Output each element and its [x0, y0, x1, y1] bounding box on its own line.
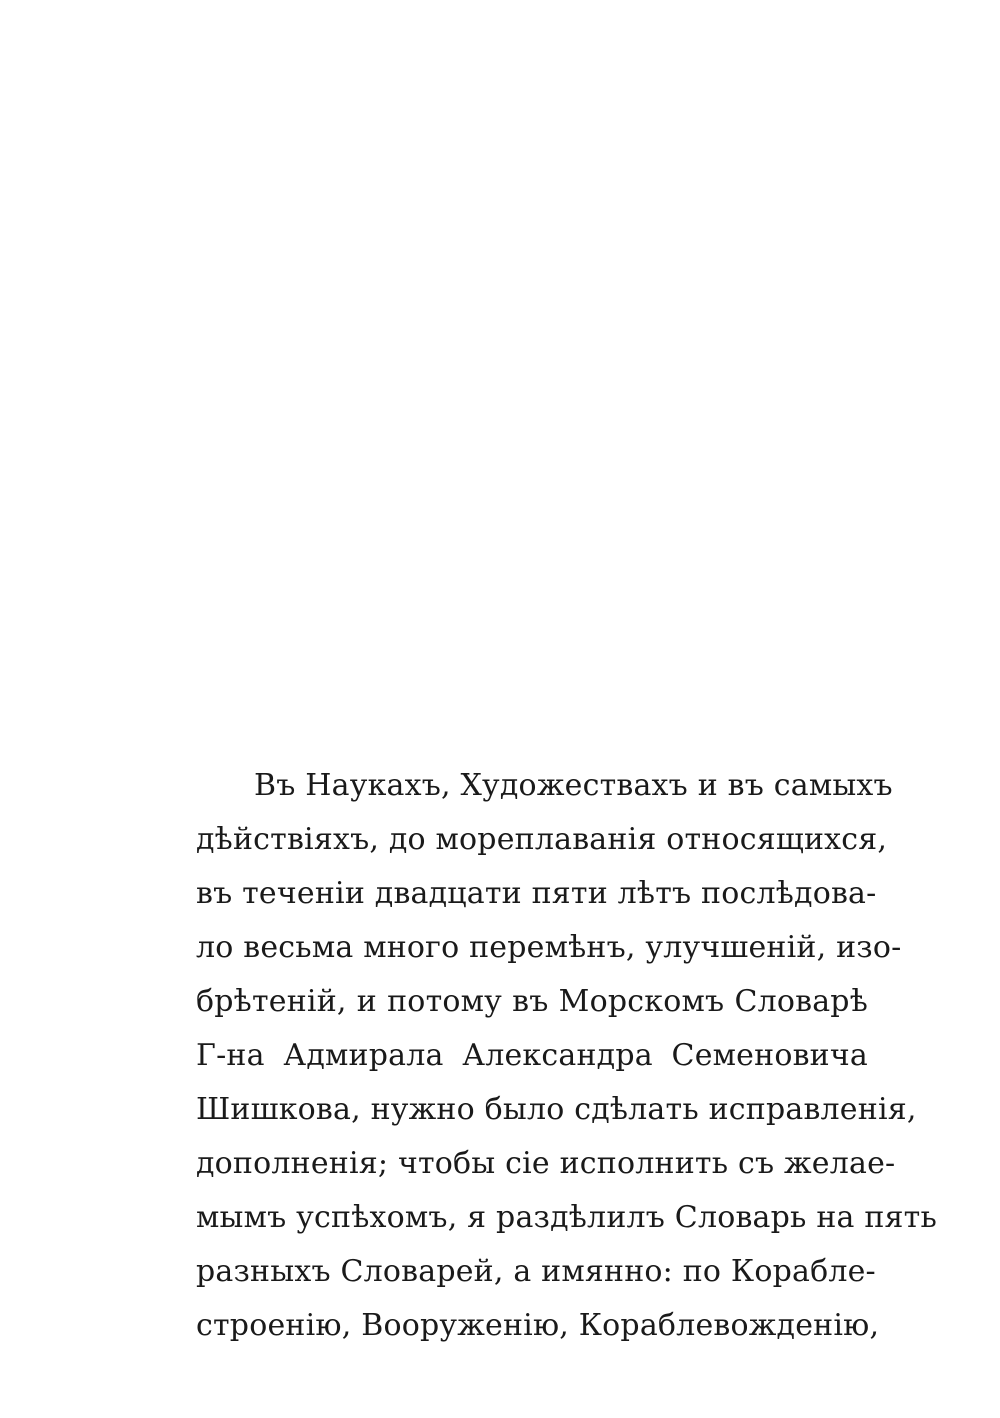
text-line: дѣйствіяхъ, до мореплаванія относящихся, [196, 822, 888, 857]
text-line: строенію, Вооруженію, Кораблевожденію, [196, 1308, 880, 1343]
text-line: Г-на Адмирала Александра Семеновича [196, 1038, 868, 1073]
text-line: разныхъ Словарей, а имянно: по Корабле- [196, 1254, 876, 1289]
text-line: мымъ успѣхомъ, я раздѣлилъ Словарь на пять [196, 1200, 937, 1235]
text-line: Въ Наукахъ, Художествахъ и въ самыхъ [254, 768, 893, 803]
text-line: ло весьма много перемѣнъ, улучшеній, изо- [196, 930, 902, 965]
text-line: въ теченіи двадцати пяти лѣтъ послѣдова- [196, 876, 877, 911]
text-line: Шишкова, нужно было сдѣлать исправленія, [196, 1092, 917, 1127]
text-line: брѣтеній, и потому въ Морскомъ Словарѣ [196, 984, 868, 1019]
text-line: дополненія; чтобы сіе исполнить съ желае- [196, 1146, 896, 1181]
paragraph [196, 759, 937, 1353]
